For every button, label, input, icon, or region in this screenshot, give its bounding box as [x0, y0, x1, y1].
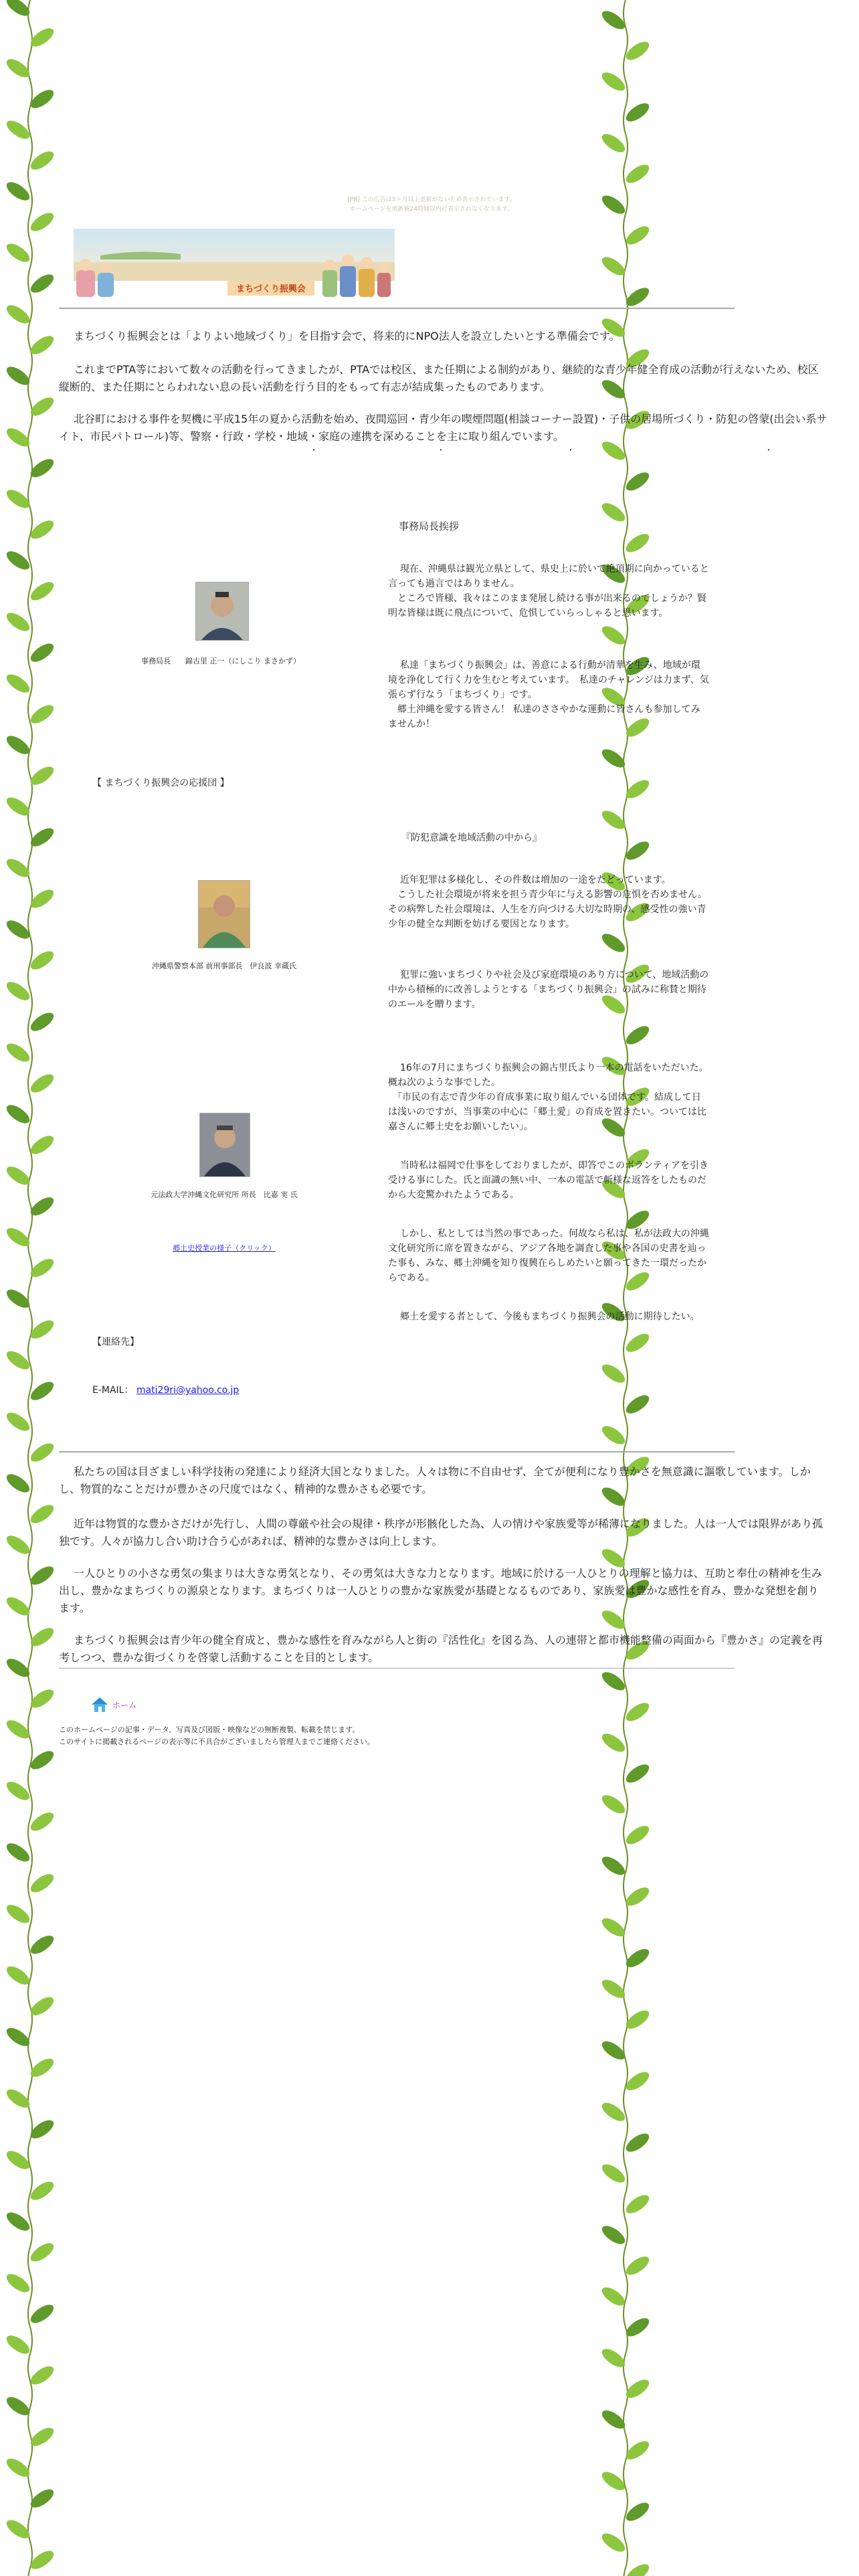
message1-paragraph: 近年犯罪は多様化し、その件数は増加の一途をたどっています。 こうした社会環境が将来を担う青少年に与える影響の危惧を否めません。その病弊した社会環境は、人生を方向づける大切な時期の、感受性の強い青少年の健全な判断を妨げる要因となります。 [388, 875, 707, 930]
footer-line-2: このサイトに掲載されるページの表示等に不具合がございましたら管理人までご連絡ください。 [59, 1737, 375, 1746]
supporter-caption-1: 沖縄県警察本部 前刑事部長 伊良波 幸蔵氏 [152, 962, 296, 970]
banner-title: まちづくり振興会 [236, 284, 306, 294]
message1-paragraph: 犯罪に強いまちづくりや社会及び家庭環境のあり方について、地域活動の中から積極的に改善しようとする「まちづくり振興会」の試みに称賛と期待のエールを贈ります。 [388, 970, 709, 1010]
intro-paragraph-2: これまでPTA等において数々の活動を行ってきましたが、PTAでは校区、また任期による制約があり、継続的な青少年健全育成の活動が行えないため、校区縦断的、また任期にとらわれない息の長い活動を行う目的をもって有志が結成集ったものであります。 [59, 363, 819, 393]
director-paragraph: 私達「まちづくり振興会」は、善意による行動が清華を生み、地域が環境を浄化して行く力を生むと考えています。 私達のチャレンジは力まず、気張らず行なう「まちづくり」です。 郷土沖縄を愛する皆さん！ 私達のささやかな運動に皆さんも参加してみませんか！ [388, 660, 709, 730]
pr-notice-line-1: [PR] この広告は3ヶ月以上更新がないため表示されています。 [347, 197, 516, 203]
intro-paragraph-3: 北谷町における事件を契機に平成15年の夏から活動を始め、夜間巡回・青少年の喫煙問題(相談コーナー設置)・子供の居場所づくり・防犯の啓蒙(出会い系サイト、市民パトロール)等、警察・行政・学校・地域・家庭の連携を深めることを主に取り組んでいます。 [59, 413, 828, 443]
supporter-caption-2: 元法政大学沖縄文化研究所 所長 比嘉 実 氏 [151, 1190, 298, 1199]
message2-paragraph: 当時私は福岡で仕事をしておりましたが、即答でこのボランティアを引き受ける事にした。氏と面識の無い中、一本の電話で斬様な返答をしたものだから大変驚かれたようである。 [388, 1160, 708, 1200]
director-caption: 事務局長 錦古里 正一（にしこり まさかず） [141, 657, 300, 665]
home-icon [90, 1696, 110, 1713]
family-figure-icon [322, 270, 337, 297]
separator-dot: ・ [567, 445, 575, 455]
home-link[interactable] [90, 1696, 136, 1713]
director-paragraph: 現在、沖縄県は観光立県として、県史上に於いて絶頂期に向かっていると言っても過言ではありません。 ところで皆様、我々はこのまま発展し続ける事が出来るのでしょうか？賢明な皆様は既に飛点について、危惧していらっしゃると思います。 [388, 564, 709, 619]
director-photo [195, 582, 249, 641]
pr-notice [281, 195, 582, 214]
message2-paragraph: 郷土を愛する者として、今後もまちづくり振興会の活動に期待したい。 [400, 1311, 700, 1322]
director-heading: 事務局長挨拶 [399, 520, 460, 532]
message2-paragraph: 16年の7月にまちづくり振興会の錦古里氏より一本の電話をいただいた。概ね次のような事でした。 「市民の有志で青少年の育成事業に取り組んでいる団体です。結成して日は浅いのですが、当事業の中心に「郷土愛」の育成を置きたい。ついては比嘉さんに郷土史をお願いしたい」。 [388, 1063, 708, 1132]
pr-notice-line-2: ホームページを更新後24時間以内に表示されなくなります。 [349, 206, 514, 213]
person-figure-icon [76, 270, 95, 297]
email-link[interactable]: mati29ri@yahoo.co.jp [136, 1385, 240, 1396]
lecture-photos-link[interactable]: 郷土史授業の様子（クリック） [173, 1244, 276, 1253]
message1-heading: 『防犯意識を地域活動の中から』 [401, 833, 542, 843]
separator-dot: ・ [765, 445, 773, 455]
home-label: ホーム [112, 1700, 137, 1710]
message2-body [388, 1046, 709, 1348]
header-banner [60, 229, 408, 300]
contact-heading: 【連絡先】 [92, 1337, 139, 1348]
footer-line-1: このホームページの記事・データ、写真及び図版・映像などの無断複製、転載を禁じます。 [59, 1725, 360, 1734]
email-label: E-MAIL： [92, 1385, 134, 1396]
intro-paragraph-1: まちづくり振興会とは「よりよい地域づくり」を目指す会で、将来的にNPO法人を設立したいとする準備会です。 [74, 330, 620, 342]
closing-paragraph-2: 近年は物質的な豊かさだけが先行し、人間の尊厳や社会の規律・秩序が形骸化した為、人の情けや家族愛等が稀薄になりました。人は一人では限界があり孤独です。人々が協力し合い助け合う心があれば、精神的な豊かさは向上します。 [59, 1517, 824, 1547]
message2-paragraph: しかし、私としては当然の事であった。何故なら私は、私が法政大の沖縄文化研究所に席を置きながら、アジア各地を調査した事や各国の史書を辿った事も、みな、郷土沖縄を知り復興在らしめたいと願ってきた一環だったからである。 [388, 1228, 709, 1283]
closing-paragraph-1: 私たちの国は目ざましい科学技術の発達により経済大国となりました。人々は物に不自由せず、全てが便利になり豊かさを無意識に謳歌しています。しかし、物質的なことだけが豊かさの尺度ではなく、精神的な豊かさも必要です。 [59, 1465, 811, 1495]
supporter-photo-1 [198, 880, 250, 948]
supporters-heading: 【 まちづくり振興会の応援団 】 [92, 778, 229, 788]
footer-notice [59, 1724, 375, 1748]
lecture-link-wrapper [127, 1243, 321, 1253]
director-message [388, 547, 709, 756]
divider-middle [59, 1451, 735, 1453]
divider-bottom [59, 1668, 735, 1669]
separator-dots [0, 444, 859, 457]
divider-top [59, 308, 735, 309]
separator-dot: ・ [310, 445, 318, 455]
supporter-photo-2 [199, 1113, 250, 1177]
message1-body [388, 858, 709, 1036]
closing-paragraph-3: 一人ひとりの小さな勇気の集まりは大きな勇気となり、その勇気は大きな力となります。地域に於ける一人ひとりの理解と協力は、互助と奉仕の精神を生み出し、豊かなまちづくりの源泉となります。まちづくりは一人ひとりの豊かな家族愛が基礎となるものであり、家族愛は豊かな感性を育み、豊かな発想を創ります。 [59, 1567, 822, 1614]
closing-paragraph-4: まちづくり振興会は青少年の健全育成と、豊かな感性を育みながら人と街の『活性化』を図る為、人の連帯と都市機能整備の両面から『豊かさ』の定義を再考しつつ、豊かな街づくりを啓蒙し活動することを目的とします。 [59, 1634, 823, 1664]
separator-dot: ・ [437, 445, 446, 455]
contact-email-row [92, 1383, 239, 1396]
